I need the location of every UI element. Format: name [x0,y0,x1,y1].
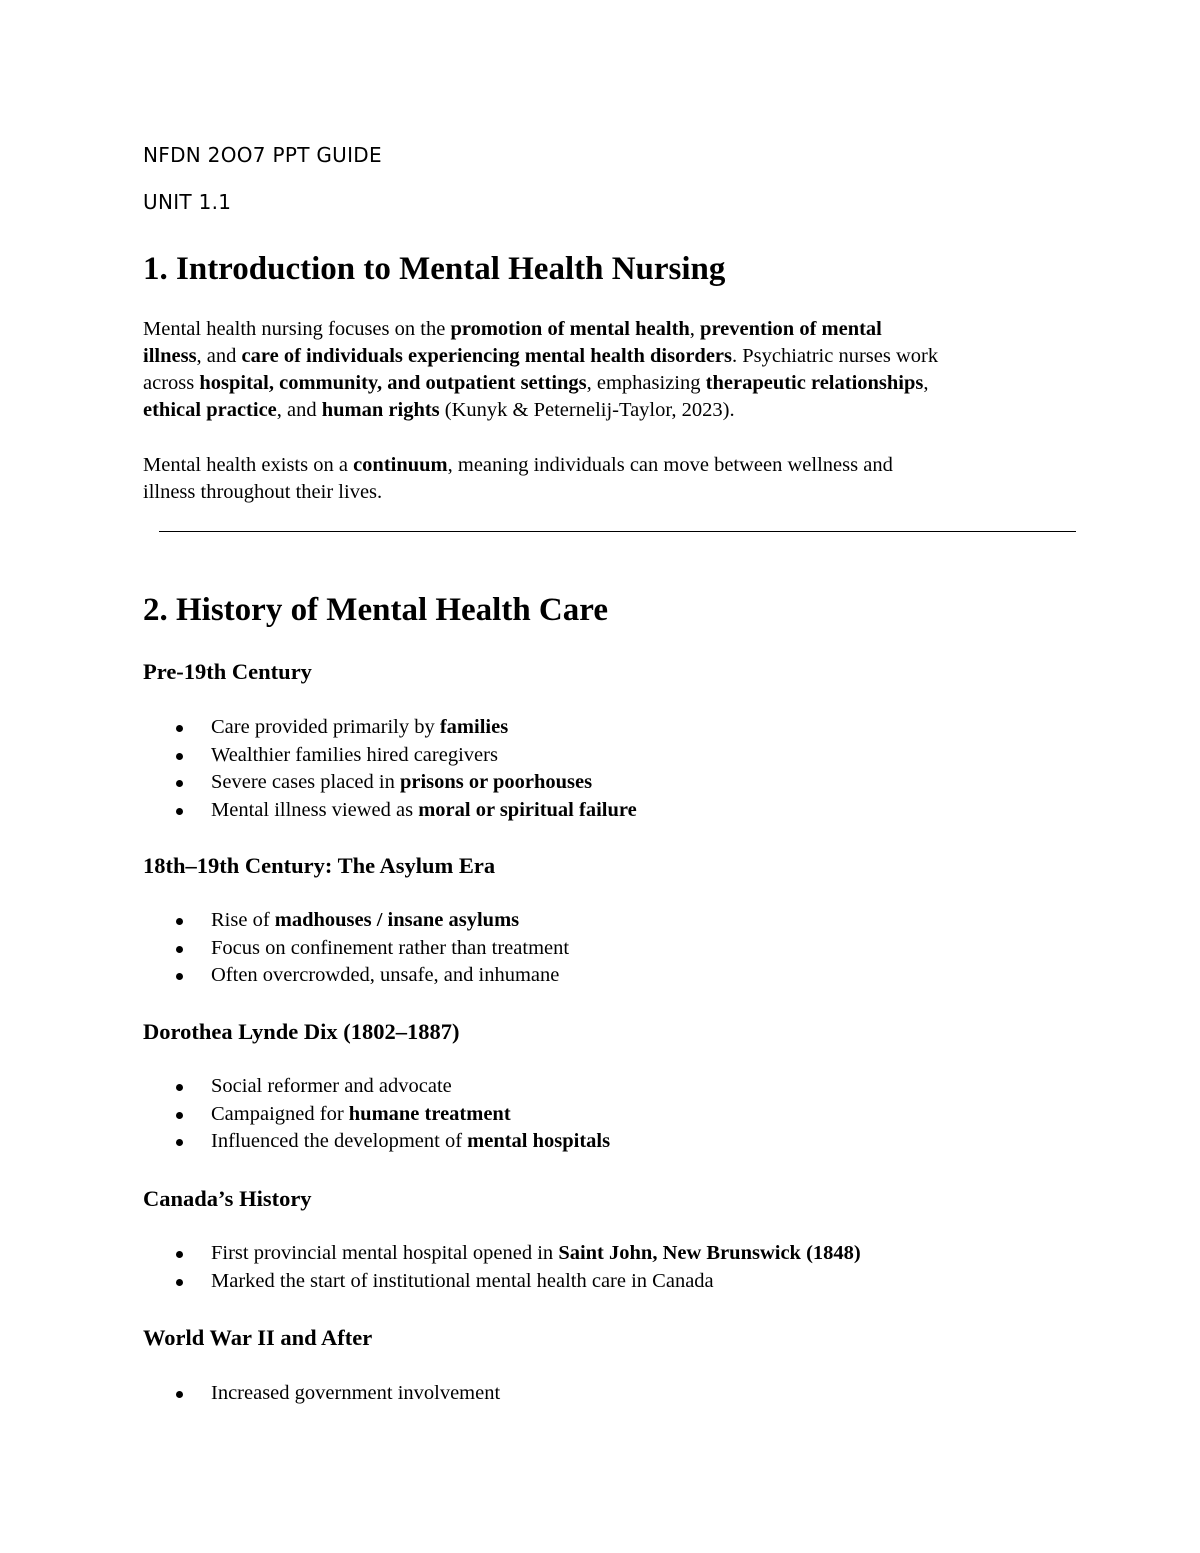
bullet-icon [176,1084,183,1091]
intro-line-3: across hospital, community, and outpatient settings, emphasizing therapeutic relationships, [143,372,929,394]
bullet-icon [176,780,183,787]
continuum-paragraph [143,452,1083,506]
bullet-icon [176,1279,183,1286]
bullet-icon [176,918,183,925]
intro-line-2: illness, and care of individuals experiencing mental health disorders. Psychiatric nurses work [143,345,939,367]
pre-19th-century-heading: Pre-19th Century [143,659,312,684]
bullet-icon [176,808,183,815]
bullet-icon [176,973,183,980]
intro-paragraph [143,316,1083,424]
continuum-line-2: illness throughout their lives. [143,481,383,503]
unit-label: UNIT 1.1 [143,190,232,214]
document-page: NFDN 2OO7 PPT GUIDE UNIT 1.1 1. Introduction to Mental Health Nursing Mental health nursing focuses on the promotion of mental health, prevention of mental illness, and care of individuals experiencing mental health disorders. Psychiatric nurses work across hospital, community, and outpatient settings, emphasizing therapeutic relationships, ethical practice, and human rights (Kunyk & Peternelij-Taylor, 2023). Mental health exists on a continuum, meaning individuals can move between wellness and illness throughout their lives. 2. History of Mental Health Care Pre-19th Century Care provided primarily by families Wealthier families hired caregivers Severe cases placed in prisons or poorhouses Mental illness viewed as moral or spiritual failure 18th–19th Century: The Asylum Era Rise of madhouses / insane asylums Focus on confinement rather than treatment Often overcrowded, unsafe, and inhumane Dorothea Lynde Dix (1802–1887) Social reformer and advocate Campaigned for humane treatment Influenced the development of mental hospitals Canada’s History First provincial mental hospital opened in Saint John, New Brunswick (1848) Marked the start of institutional mental health care in Canada World War II and After Increased government involvement [0,0,1200,1553]
bullet-icon [176,725,183,732]
bullet-icon [176,1112,183,1119]
course-title: NFDN 2OO7 PPT GUIDE [143,143,382,167]
section-2-heading: 2. History of Mental Health Care [143,592,608,628]
bullet-icon [176,753,183,760]
wwii-heading: World War II and After [143,1325,373,1350]
intro-line-4: ethical practice, and human rights (Kunyk & Peternelij-Taylor, 2023). [143,399,735,421]
bullet-icon [176,1139,183,1146]
section-1-heading: 1. Introduction to Mental Health Nursing [143,251,726,287]
bullet-icon [176,1391,183,1398]
bullet-icon [176,1251,183,1258]
bullet-icon [176,946,183,953]
intro-line-1: Mental health nursing focuses on the promotion of mental health, prevention of mental [143,318,882,340]
horizontal-divider [159,531,1076,532]
continuum-line-1: Mental health exists on a continuum, meaning individuals can move between wellness and [143,454,893,476]
dorothea-dix-heading: Dorothea Lynde Dix (1802–1887) [143,1019,460,1044]
asylum-era-heading: 18th–19th Century: The Asylum Era [143,853,496,878]
canada-history-heading: Canada’s History [143,1186,312,1211]
